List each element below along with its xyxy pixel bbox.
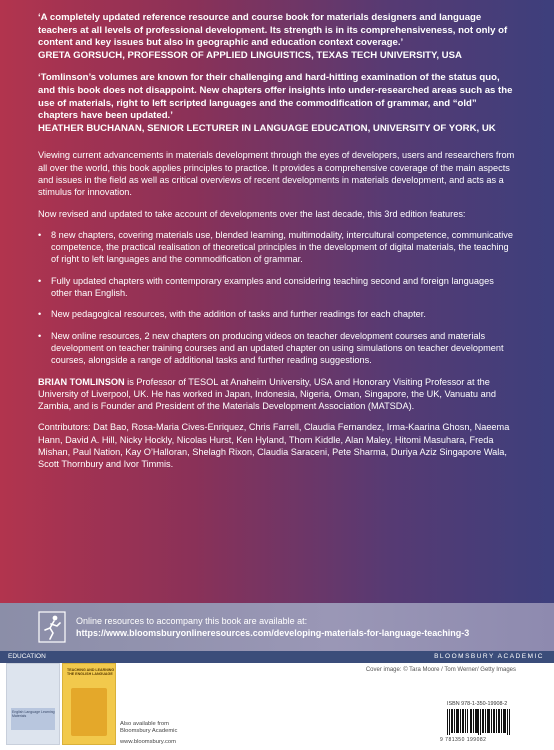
barcode-icon	[447, 709, 511, 735]
runner-icon	[38, 611, 66, 643]
thumb2-title: TEACHING AND LEARNING THE ENGLISH LANGUAGE	[67, 668, 115, 677]
author-bio	[38, 376, 516, 413]
features-list	[38, 229, 516, 367]
related-book-thumbnail-2	[62, 663, 116, 745]
features-intro: Now revised and updated to take account of developments over the last decade, this 3rd edition features:	[38, 208, 466, 219]
isbn-label: ISBN 978-1-350-19908-2	[447, 701, 508, 707]
text-block	[38, 12, 516, 480]
category-bar	[0, 651, 554, 663]
quote-1-attribution: GRETA GORSUCH, PROFESSOR OF APPLIED LINGUISTICS, TEXAS TECH UNIVERSITY, USA	[38, 49, 462, 61]
online-resources-text	[76, 615, 469, 639]
quote-2-attribution: HEATHER BUCHANAN, SENIOR LECTURER IN LANGUAGE EDUCATION, UNIVERSITY OF YORK, UK	[38, 122, 496, 134]
feature-item: • 8 new chapters, covering materials use, blended learning, multimodality, intercultural competence, communicative competence, the practical realisation of theoretical principles in the development of digital materials, the teaching of right to left languages and the commodification of grammar.	[38, 229, 516, 266]
also-available-line-1: Also available from	[120, 721, 169, 727]
publisher-label: BLOOMSBURY ACADEMIC	[434, 653, 544, 660]
feature-item: • Fully updated chapters with contemporary examples and considering teaching second and foreign languages other than English.	[38, 275, 516, 300]
quote-2	[38, 72, 516, 135]
thumb1-title: English Language Learning Materials	[12, 710, 55, 718]
also-available	[120, 721, 177, 735]
online-resources-url[interactable]: https://www.bloomsburyonlineresources.com/developing-materials-for-language-teaching-3	[76, 628, 470, 638]
quote-1	[38, 12, 516, 62]
related-book-thumbnail-1	[6, 663, 60, 745]
cover-credit: Cover image: © Tara Moore / Tom Werner/ Getty Images	[365, 667, 516, 673]
quote-1-text: ‘A completely updated reference resource and course book for materials designers and language teachers at all levels of professional development. Its strength is in its comprehensiveness, not only of content and key issues but also in geographic and education context coverage.’	[38, 12, 508, 49]
also-available-line-2: Bloomsbury Academic	[120, 728, 178, 734]
bottom-panel	[0, 663, 554, 750]
online-resources-line: Online resources to accompany this book are available at:	[76, 616, 308, 626]
feature-item: • New online resources, 2 new chapters on producing videos on teacher development courses and materials development on teacher training courses and an updated chapter on using simulations on teacher development courses, alongside a range of additional tasks and further reading suggestions.	[38, 330, 516, 367]
publisher-website: www.bloomsbury.com	[120, 739, 176, 745]
barcode-number: 9 781350 199082	[440, 737, 487, 743]
book-description: Viewing current advancements in materials development through the eyes of developers, users and researchers from all over the world, this book applies principles to practice. It provides a comprehensive coverage of the main aspects and issues in the field as well as critical overviews of recent developments in materials development, and acts as a stimulus for innovation.	[38, 150, 515, 198]
online-resources-bar	[0, 603, 554, 651]
feature-item: • New pedagogical resources, with the addition of tasks and further readings for each chapter.	[38, 308, 516, 320]
category-label: EDUCATION	[8, 653, 46, 660]
author-name: BRIAN TOMLINSON	[38, 376, 125, 387]
author-bio-text: is Professor of TESOL at Anaheim University, USA and Honorary Visiting Professor at the University of Liverpool, UK. He has worked in Japan, Indonesia, Nigeria, Oman, Singapore, the UK, Vanuatu and Zambia, and is Founder and President of the Materials Development Association (MATSDA).	[38, 376, 496, 412]
contributors: Contributors: Dat Bao, Rosa-Maria Cives-Enriquez, Chris Farrell, Claudia Fernandez, Irma-Kaarina Ghosn, Naeema Hann, David A. Hill, Nicky Hockly, Nicolas Hurst, Ken Hyland, Thom Kiddle, Alan Maley, Hitomi Masuhara, Freda Mishan, Paul Nation, Kay O’Halloran, Shelagh Rixon, Claudia Saraceni, Pete Sharma, Duriya Aziz Singapore Wala, Scott Thornbury and Ivor Timmis.	[38, 422, 510, 470]
quote-2-text: ‘Tomlinson’s volumes are known for their challenging and hard-hitting examination of the status quo, and this book does not disappoint. New chapters offer insights into under-researched areas such as the use of materials, right to left scripted languages and the commodification of grammar, and “old” chapters have been updated.’	[38, 72, 513, 122]
